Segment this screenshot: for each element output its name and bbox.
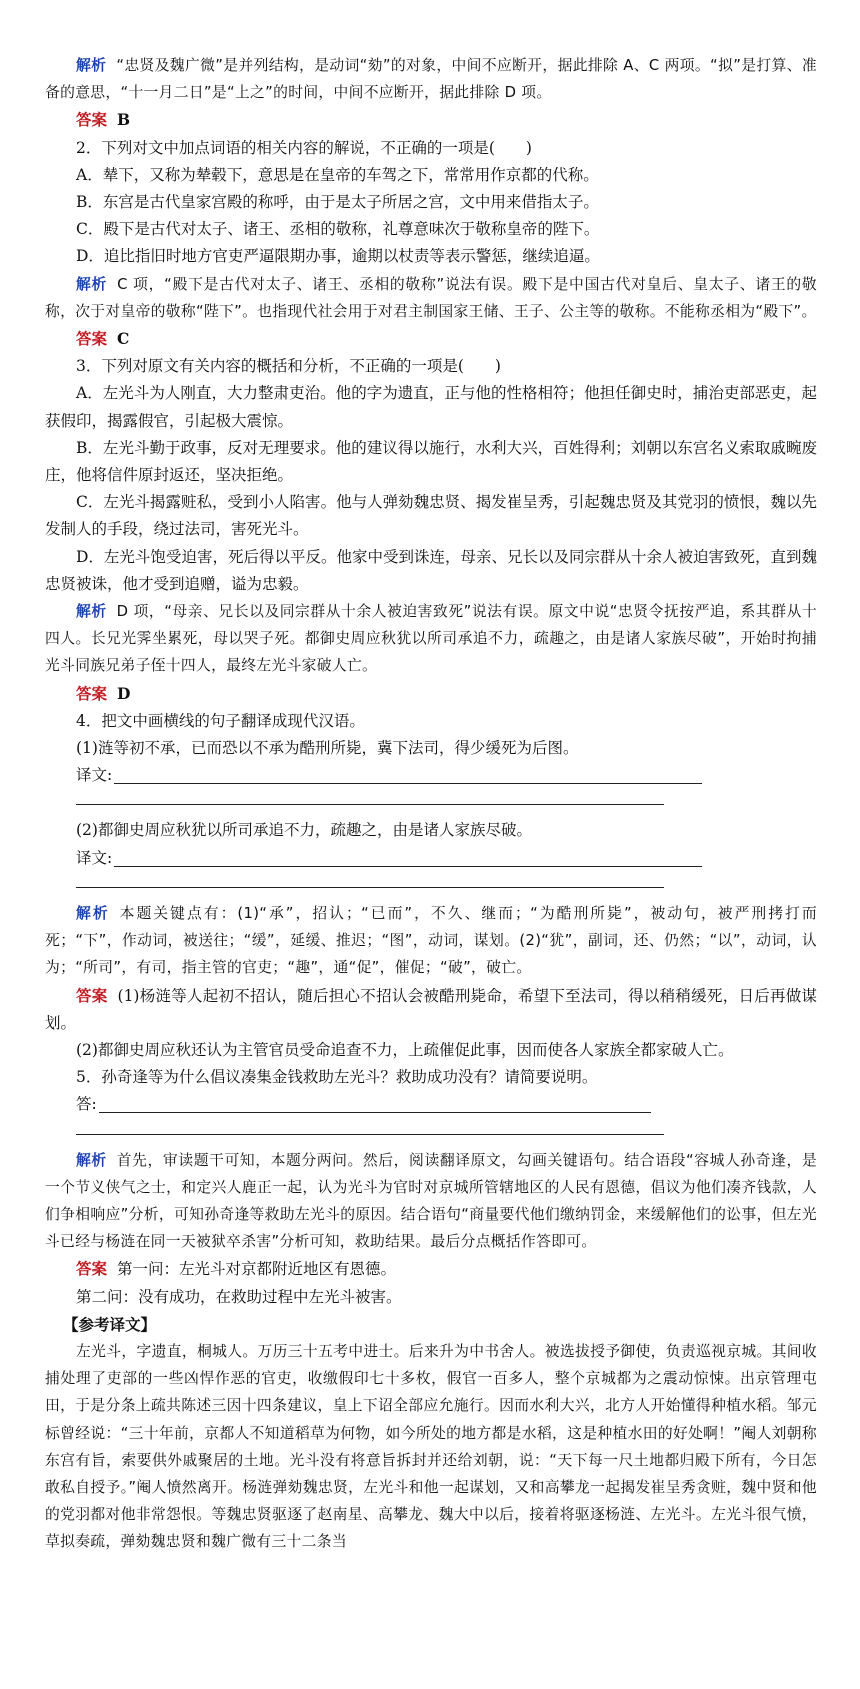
analysis-label: 解析 bbox=[76, 275, 108, 293]
q4-stem: 4．把文中画横线的句子翻译成现代汉语。 bbox=[76, 711, 365, 730]
q2-answer-text: C bbox=[117, 329, 130, 349]
answer-label: 答案 bbox=[76, 985, 108, 1005]
q2-option-a: A．辇下，又称为辇毂下，意思是在皇帝的车驾之下，常常用作京都的代称。 bbox=[76, 165, 599, 184]
q1-analysis bbox=[45, 52, 817, 106]
answer-label: 答案 bbox=[76, 110, 108, 130]
answer-blank-line[interactable] bbox=[76, 803, 664, 805]
q2-option-c: C．殿下是古代对太子、诸王、丞相的敬称，礼尊意味次于敬称皇帝的陛下。 bbox=[76, 220, 600, 239]
answer-label: 答案 bbox=[76, 683, 108, 703]
q5-answer-2: 第二问：没有成功，在救助过程中左光斗被害。 bbox=[76, 1287, 402, 1306]
translation-label: 译文: bbox=[76, 848, 113, 867]
q3-answer bbox=[45, 680, 817, 708]
translation-body: 左光斗，字遗直，桐城人。万历三十五考中进士。后来升为中书舍人。被选拔授予御使，负责巡视京城。其间收捕处理了吏部的一些凶悍作恶的官吏，收缴假印七十多枚，假官一百多人，整个京城都为之震动惊悚。出京管理屯田，于是分条上疏共陈述三因十四条建议，皇上下诏全部应允施行。因而水利大兴，北方人开始懂得种植水稻。邹元标曾经说：“三十年前，京都人不知道稻草为何物，如今所处的地方都是水稻，这是种植水田的好处啊！”阉人刘朝称东宫有旨，索要供外戚聚居的土地。光斗没有将意旨拆封并还给刘朝，说：“天下每一尺土地都归殿下所有，今日怎敢私自授予。”阉人愤然离开。杨涟弹劾魏忠贤，左光斗和他一起谋划，又和高攀龙一起揭发崔呈秀贪赃，魏中贤和他的党羽都对他非常怨恨。等魏忠贤驱逐了赵南星、高攀龙、魏大中以后，接着将驱逐杨涟、左光斗。左光斗很气愤，草拟奏疏，弹劾魏忠贤和魏广微有三十二条当 bbox=[45, 1342, 817, 1551]
q5-stem: 5．孙奇逢等为什么倡议凑集金钱救助左光斗？救助成功没有？请简要说明。 bbox=[76, 1068, 598, 1087]
analysis-label: 解析 bbox=[76, 904, 110, 922]
q5-analysis-text: 首先，审读题干可知，本题分两问。然后，阅读翻译原文，勾画关键语句。结合语段“容城人孙奇逢，是一个节义侠气之士，和定兴人鹿正一起，认为光斗为官时对京城所管辖地区的人民有恩德，倡议为他们凑齐钱款，人们争相响应”分析，可知孙奇逢等救助左光斗的原因。结合语句“商量要代他们缴纳罚金，来缓解他们的讼事，但左光斗已经与杨涟在同一天被狱卒杀害”分析可知，救助结果。最后分点概括作答即可。 bbox=[45, 1151, 817, 1251]
answer-blank-line[interactable] bbox=[114, 865, 702, 867]
q1-analysis-text: “忠贤及魏广微”是并列结构，是动词“劾”的对象，中间不应断开，据此排除 A、C 两项。“拟”是打算、准备的意思，“十一月二日”是“上之”的时间，中间不应断开，据此排除 D 项。 bbox=[45, 57, 817, 102]
analysis-label: 解析 bbox=[76, 57, 107, 74]
q2-option-d: D．追比指旧时地方官吏严逼限期办事，逾期以杖责等表示警惩，继续追逼。 bbox=[76, 247, 600, 266]
answer-blank-line[interactable] bbox=[76, 1133, 664, 1135]
q4-answer-1-text: (1)杨涟等人起初不招认，随后担心不招认会被酷刑毙命，希望下至法司，得以稍稍缓死，日后再做谋划。 bbox=[45, 986, 817, 1032]
answer-blank-line[interactable] bbox=[76, 886, 664, 888]
answer-prefix-label: 答: bbox=[76, 1095, 97, 1114]
q3-analysis bbox=[45, 598, 817, 680]
q1-answer-text: B bbox=[117, 110, 131, 130]
analysis-label: 解析 bbox=[76, 1151, 107, 1169]
q5-answer-line bbox=[45, 1091, 817, 1118]
q5-answer-1-text: 第一问：左光斗对京都附近地区有恩德。 bbox=[117, 1260, 397, 1279]
q2-answer bbox=[45, 325, 817, 353]
q3-analysis-text: D 项，“母亲、兄长以及同宗群从十余人被迫害致死”说法有误。原文中说“忠贤令抚按严追，系其群从十四人。长兄光霁坐累死，母以哭子死。都御史周应秋犹以所司承追不力，疏趣之，由是诸人家族尽破”，开始时拘捕光斗同族兄弟子侄十四人，最终左光斗家破人亡。 bbox=[45, 603, 817, 675]
q4-translation-1 bbox=[45, 762, 817, 789]
q4-answer-2: (2)都御史周应秋还认为主管官员受命追查不力，上疏催促此事，因而使各人家族全都家破人亡。 bbox=[76, 1040, 734, 1059]
q2-stem: 2．下列对文中加点词语的相关内容的解说，不正确的一项是( ) bbox=[76, 138, 532, 157]
q3-option-a: A．左光斗为人刚直，大力整肃吏治。他的字为遗直，正与他的性格相符；他担任御史时，捕治吏部恶吏，起获假印，揭露假官，引起极大震惊。 bbox=[45, 384, 817, 430]
answer-blank-line[interactable] bbox=[114, 782, 702, 784]
answer-blank-line[interactable] bbox=[99, 1111, 651, 1113]
answer-label: 答案 bbox=[76, 1259, 108, 1279]
q4-analysis bbox=[45, 900, 817, 982]
q3-answer-text: D bbox=[117, 683, 131, 703]
document-page bbox=[45, 52, 817, 1556]
q2-option-b: B．东宫是古代皇家宫殿的称呼，由于是太子所居之宫，文中用来借指太子。 bbox=[76, 193, 599, 212]
translation-label: 译文: bbox=[76, 766, 113, 785]
q3-option-b: B．左光斗勤于政事，反对无理要求。他的建议得以施行，水利大兴，百姓得利；刘朝以东宫名义索取戚畹废庄，他将信件原封返还，坚决拒绝。 bbox=[45, 438, 817, 485]
q4-answer-1 bbox=[45, 982, 817, 1037]
q4-sentence-2: (2)都御史周应秋犹以所司承追不力，疏趣之，由是诸人家族尽破。 bbox=[76, 821, 532, 840]
q3-option-d: D．左光斗饱受迫害，死后得以平反。他家中受到诛连，母亲、兄长以及同宗群从十余人被迫害致死，直到魏忠贤被诛，他才受到追赠，谥为忠毅。 bbox=[45, 547, 817, 593]
analysis-label: 解析 bbox=[76, 603, 107, 621]
q4-translation-2 bbox=[45, 845, 817, 872]
q5-answer-1 bbox=[45, 1255, 817, 1283]
q4-analysis-text: 本题关键点有：(1)“承”，招认；“已而”，不久、继而；“为酷刑所毙”，被动句，被严刑拷打而死；“下”，作动词，被送往；“缓”，延缓、推迟；“图”，动词，谋划。(2)“犹”，副词，还、仍然；“以”，动词，认为；“所司”，有司，指主管的官吏；“趣”，通“促”，催促；“破”，破亡。 bbox=[45, 904, 817, 977]
q1-answer bbox=[45, 106, 817, 134]
q2-analysis-text: C 项，“殿下是古代对太子、诸王、丞相的敬称”说法有误。殿下是中国古代对皇后、皇太子、诸王的敬称，次于对皇帝的敬称“陛下”。也指现代社会用于对君主制国家王储、王子、公主等的敬称。不能称丞相为“殿下”。 bbox=[45, 275, 817, 320]
answer-label: 答案 bbox=[76, 329, 108, 349]
q3-stem: 3．下列对原文有关内容的概括和分析，不正确的一项是( ) bbox=[76, 357, 501, 376]
translation-heading: 【参考译文】 bbox=[63, 1314, 157, 1334]
q3-option-c: C．左光斗揭露赃私，受到小人陷害。他与人弹劾魏忠贤、揭发崔呈秀，引起魏忠贤及其党羽的愤恨，魏以先发制人的手段，绕过法司，害死光斗。 bbox=[45, 493, 817, 539]
q5-analysis bbox=[45, 1147, 817, 1256]
q4-sentence-1: (1)涟等初不承，已而恐以不承为酷刑所毙，冀下法司，得少缓死为后图。 bbox=[76, 739, 579, 758]
q2-analysis bbox=[45, 271, 817, 325]
